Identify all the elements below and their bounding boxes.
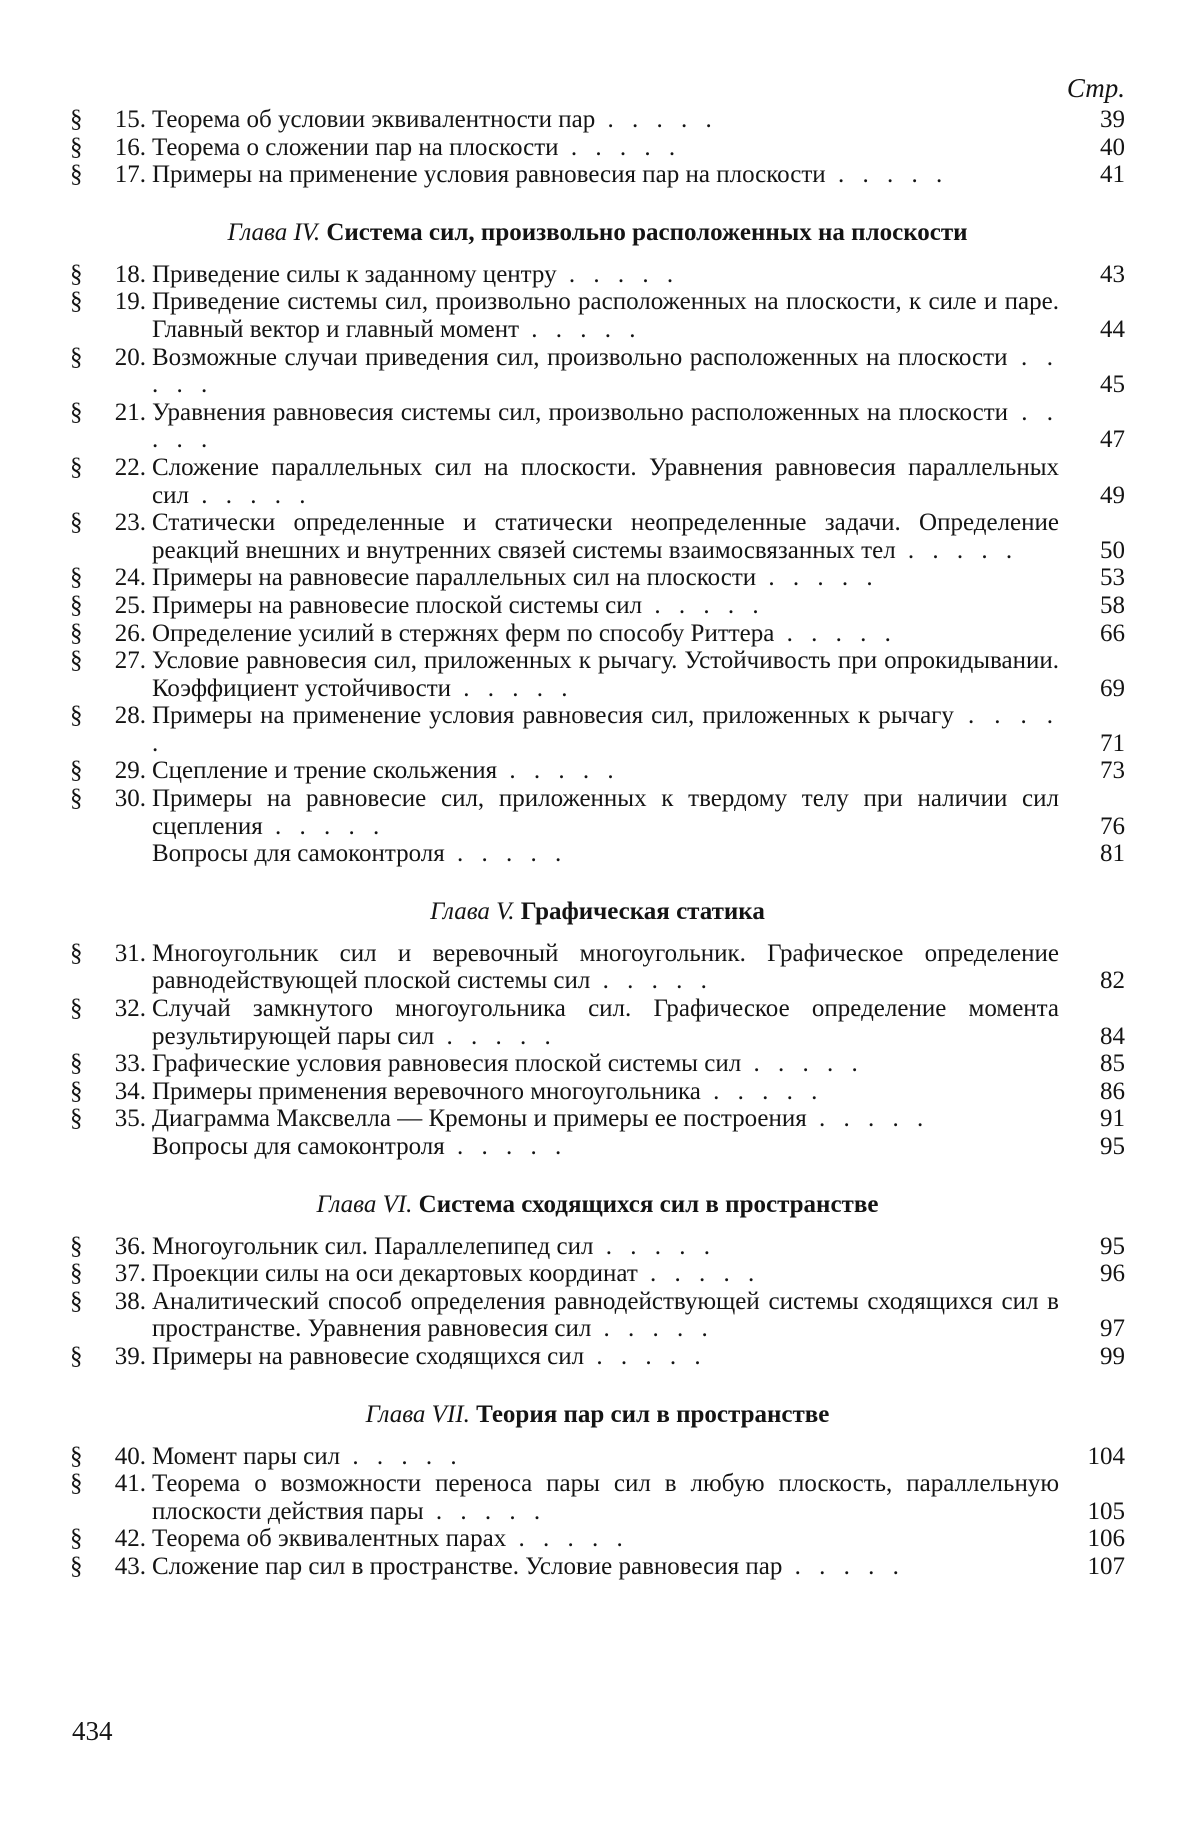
page-number-ref: 107 (1087, 1552, 1125, 1580)
section-sign: § (70, 1232, 83, 1260)
chapter-title: Система сходящихся сил в пространстве (418, 1190, 879, 1218)
entry-title-text: Примеры на равновесие плоской системы сил (152, 591, 643, 619)
entry-title-text: Проекции силы на оси декартовых координат (152, 1260, 638, 1288)
entry-title-text: Момент пары сил (152, 1442, 341, 1470)
section-number: 28. (114, 702, 146, 730)
chapter-label: Глава VI. (316, 1190, 413, 1218)
entry-title (152, 1288, 1059, 1343)
dot-leader: . . . . . (497, 757, 620, 785)
section-sign: § (70, 1470, 83, 1498)
page-number-ref: 53 (1100, 564, 1125, 592)
dot-leader: . . . . . (637, 1260, 761, 1288)
dot-leader: . . . . . (188, 481, 312, 509)
section-number: 22. (114, 453, 146, 481)
section-sign: § (70, 398, 83, 426)
toc-entry[interactable] (70, 757, 1125, 785)
entry-title-text: Сложение пар сил в пространстве. Условие равновесия пар (152, 1552, 783, 1580)
section-number: 17. (114, 161, 146, 189)
section-sign (70, 840, 100, 868)
toc-entry[interactable] (70, 1105, 1125, 1133)
toc-body (70, 106, 1125, 1581)
page-number-ref: 106 (1087, 1525, 1125, 1553)
entry-title (152, 647, 1059, 702)
page-number-ref: 49 (1100, 481, 1125, 509)
entry-title-text: Теорема об условии эквивалентности пар (152, 106, 596, 133)
page-number-ref: 69 (1100, 674, 1125, 702)
entry-title (152, 134, 1059, 162)
section-sign: § (70, 702, 83, 730)
section-number: 32. (114, 995, 146, 1023)
page-number-ref: 97 (1100, 1315, 1125, 1343)
dot-leader: . . . . . (558, 133, 682, 161)
toc-entry[interactable] (70, 1133, 1125, 1161)
chapter-heading (70, 868, 1125, 940)
toc-entry[interactable] (70, 840, 1125, 868)
entry-title (152, 757, 1059, 785)
section-sign: § (70, 133, 83, 161)
entry-title-text: Графические условия равновесия плоской системы сил (152, 1050, 742, 1078)
section-number: 42. (114, 1525, 146, 1553)
entry-title-text: Примеры на равновесие сходящихся сил (152, 1342, 585, 1370)
entry-title (152, 1133, 1059, 1161)
entry-title (152, 1553, 1059, 1581)
chapter-label: Глава V. (430, 897, 515, 925)
dot-leader: . . . . . (506, 1525, 629, 1553)
toc-entry[interactable] (70, 1260, 1125, 1288)
entry-title-text: Сложение параллельных сил на плоскости. Уравнения равновесия параллельных сил (152, 453, 1059, 509)
entry-title (152, 106, 1059, 134)
entry-title-text: Диаграмма Максвелла — Кремоны и примеры ее построения (152, 1105, 807, 1133)
section-number: 34. (114, 1077, 146, 1105)
entry-title-text: Определение усилий в стержнях ферм по способу Риттера (152, 619, 775, 647)
page-number-ref: 99 (1100, 1342, 1125, 1370)
section-number (100, 1133, 152, 1161)
entry-title-text: Теорема о сложении пар на плоскости (152, 133, 559, 161)
table-of-contents (70, 70, 1125, 1581)
section-sign: § (70, 995, 83, 1023)
entry-title-text: Примеры на равновесие сил, приложенных к твердому телу при наличии сил сцепления (152, 785, 1059, 840)
entry-title (152, 161, 1059, 189)
toc-entry[interactable] (70, 509, 1125, 564)
section-sign: § (70, 343, 83, 371)
section-number: 20. (114, 343, 146, 371)
chapter-title: Система сил, произвольно расположенных на плоскости (326, 218, 968, 246)
section-sign: § (70, 564, 83, 592)
dot-leader: . . . . . (556, 260, 680, 288)
entry-title-text: Сцепление и трение скольжения (152, 757, 498, 785)
section-number: 15. (114, 106, 146, 133)
section-sign: § (70, 1525, 83, 1553)
page-number-ref: 95 (1100, 1133, 1125, 1160)
toc-entry[interactable] (70, 344, 1125, 399)
toc-entry[interactable] (70, 1343, 1125, 1371)
section-number: 27. (114, 647, 146, 675)
section-sign: § (70, 1552, 83, 1580)
dot-leader: . . . . . (451, 674, 574, 702)
chapter-label: Глава VII. (365, 1400, 470, 1428)
dot-leader: . . . . . (444, 1133, 568, 1160)
section-sign: § (70, 1105, 83, 1133)
page-number-ref: 39 (1100, 106, 1125, 133)
dot-leader: . . . . . (741, 1050, 864, 1078)
section-sign: § (70, 785, 83, 813)
section-sign: § (70, 1050, 83, 1078)
dot-leader: . . . . . (782, 1552, 905, 1580)
section-sign: § (70, 647, 83, 675)
entry-title (152, 1233, 1059, 1261)
section-number: 23. (114, 509, 146, 537)
toc-entry[interactable] (70, 261, 1125, 289)
toc-entry[interactable] (70, 106, 1125, 134)
section-number: 31. (114, 939, 146, 967)
section-sign: § (70, 1260, 83, 1288)
dot-leader: . . . . . (152, 343, 1059, 399)
section-sign: § (70, 591, 83, 619)
chapter-heading (70, 1161, 1125, 1233)
section-number (100, 840, 152, 868)
page-number-ref: 104 (1087, 1442, 1125, 1470)
section-sign: § (70, 453, 83, 481)
toc-entry[interactable] (70, 785, 1125, 840)
toc-entry[interactable] (70, 940, 1125, 995)
entry-title-text: Случай замкнутого многоугольника сил. Графическое определение момента результирующей пары сил (152, 995, 1059, 1050)
section-number: 43. (114, 1552, 146, 1580)
entry-title-text: Аналитический способ определения равнодействующей системы сходящихся сил в пространстве. Уравнения равновесия сил (152, 1287, 1059, 1343)
section-number: 41. (114, 1470, 146, 1498)
dot-leader: . . . . . (590, 967, 713, 995)
page-number-ref: 82 (1100, 967, 1125, 995)
dot-leader: . . . . . (825, 161, 949, 189)
section-number: 37. (114, 1260, 146, 1288)
entry-title-text: Теорема о возможности переноса пары сил в любую плоскость, параллельную плоскости действия пары (152, 1470, 1059, 1525)
toc-entry[interactable] (70, 995, 1125, 1050)
section-number: 35. (114, 1105, 146, 1133)
chapter-label: Глава IV. (227, 218, 321, 246)
entry-title (152, 1078, 1059, 1106)
page-number-ref: 76 (1100, 812, 1125, 840)
dot-leader: . . . . . (806, 1105, 930, 1133)
entry-title-text: Статически определенные и статически неопределенные задачи. Определение реакций внешних и внутренних связей системы взаимосвязанных тел (152, 509, 1059, 564)
page-column-label: Стр. (1066, 73, 1125, 103)
dot-leader: . . . . . (774, 619, 897, 647)
section-number: 19. (114, 288, 146, 316)
dot-leader: . . . . . (642, 591, 765, 619)
section-number: 39. (114, 1342, 146, 1370)
entry-title-text: Примеры применения веревочного многоугольника (152, 1077, 701, 1105)
section-number: 38. (114, 1287, 146, 1315)
entry-title (152, 1343, 1059, 1371)
entry-title-text: Многоугольник сил и веревочный многоугольник. Графическое определение равнодействующей плоской системы сил (152, 939, 1059, 995)
toc-entry[interactable] (70, 161, 1125, 189)
toc-entry[interactable] (70, 288, 1125, 343)
entry-title (152, 1105, 1059, 1133)
page-number-ref: 73 (1100, 757, 1125, 785)
dot-leader: . . . . . (262, 812, 386, 840)
section-sign: § (70, 288, 83, 316)
page-number-ref: 105 (1087, 1497, 1125, 1525)
entry-title-text: Приведение системы сил, произвольно расположенных на плоскости, к силе и паре. Главный вектор и главный момент (152, 288, 1059, 343)
toc-entry[interactable] (70, 564, 1125, 592)
dot-leader: . . . . . (756, 564, 879, 592)
entry-title (152, 702, 1059, 757)
toc-entry[interactable] (70, 1443, 1125, 1471)
entry-title-text: Приведение силы к заданному центру (152, 260, 557, 288)
dot-leader: . . . . . (700, 1077, 824, 1105)
page-number-ref: 50 (1100, 536, 1125, 564)
section-number: 29. (114, 757, 146, 785)
dot-leader: . . . . . (152, 398, 1060, 454)
section-sign: § (70, 106, 83, 133)
entry-title-text: Примеры на применение условия равновесия пар на плоскости (152, 161, 826, 189)
chapter-heading (70, 1371, 1125, 1443)
entry-title-text: Примеры на применение условия равновесия сил, приложенных к рычагу (152, 702, 954, 730)
dot-leader: . . . . . (444, 840, 568, 868)
section-number: 16. (114, 133, 146, 161)
dot-leader: . . . . . (595, 106, 718, 133)
entry-title (152, 1525, 1059, 1553)
dot-leader: . . . . . (340, 1442, 463, 1470)
toc-entry[interactable] (70, 620, 1125, 648)
page-number-ref: 66 (1100, 619, 1125, 647)
dot-leader: . . . . . (591, 1315, 714, 1343)
page-number-ref: 45 (1100, 371, 1125, 399)
page-number: 434 (72, 1716, 113, 1746)
page-number-ref: 81 (1100, 840, 1125, 868)
page-number-ref: 58 (1100, 591, 1125, 619)
entry-title-text: Многоугольник сил. Параллелепипед сил (152, 1232, 594, 1260)
page-number-ref: 47 (1100, 426, 1125, 454)
toc-entry[interactable] (70, 592, 1125, 620)
page-number-ref: 40 (1100, 133, 1125, 161)
entry-title-text: Уравнения равновесия системы сил, произвольно расположенных на плоскости (152, 398, 1009, 426)
entry-title (152, 592, 1059, 620)
dot-leader: . . . . . (584, 1342, 707, 1370)
page-number-ref: 96 (1100, 1260, 1125, 1288)
toc-entry[interactable] (70, 1553, 1125, 1581)
section-sign: § (70, 619, 83, 647)
page-number-ref: 85 (1100, 1050, 1125, 1078)
toc-entry[interactable] (70, 399, 1125, 454)
section-sign: § (70, 161, 83, 189)
section-sign: § (70, 1287, 83, 1315)
entry-title-text: Вопросы для самоконтроля (152, 840, 445, 868)
section-sign: § (70, 939, 83, 967)
chapter-title: Теория пар сил в пространстве (476, 1400, 830, 1428)
entry-title (152, 1050, 1059, 1078)
toc-entry[interactable] (70, 702, 1125, 757)
entry-title-text: Теорема об эквивалентных парах (152, 1525, 507, 1553)
entry-title (152, 288, 1059, 343)
page-number-ref: 91 (1100, 1105, 1125, 1133)
page-number-ref: 84 (1100, 1022, 1125, 1050)
chapter-title: Графическая статика (520, 897, 765, 925)
section-number: 30. (114, 785, 146, 813)
toc-entry[interactable] (70, 647, 1125, 702)
section-number: 25. (114, 591, 146, 619)
dot-leader: . . . . . (423, 1497, 547, 1525)
toc-entry[interactable] (70, 1470, 1125, 1525)
entry-title-text: Примеры на равновесие параллельных сил на плоскости (152, 564, 757, 592)
entry-title (152, 785, 1059, 840)
dot-leader: . . . . . (152, 702, 1060, 757)
page-number-ref: 95 (1100, 1232, 1125, 1260)
entry-title (152, 620, 1059, 648)
entry-title (152, 261, 1059, 289)
section-number: 18. (114, 260, 146, 288)
toc-entry[interactable] (70, 1525, 1125, 1553)
toc-entry[interactable] (70, 1078, 1125, 1106)
page-number-ref: 43 (1100, 260, 1125, 288)
entry-title (152, 995, 1059, 1050)
section-sign: § (70, 260, 83, 288)
section-number: 24. (114, 564, 146, 592)
dot-leader: . . . . . (434, 1022, 557, 1050)
dot-leader: . . . . . (519, 315, 642, 343)
toc-entry[interactable] (70, 1233, 1125, 1261)
section-number: 26. (114, 619, 146, 647)
section-number: 21. (114, 398, 146, 426)
section-number: 36. (114, 1232, 146, 1260)
toc-entry[interactable] (70, 134, 1125, 162)
entry-title (152, 564, 1059, 592)
entry-title (152, 509, 1059, 564)
entry-title (152, 344, 1059, 399)
entry-title (152, 940, 1059, 995)
section-number: 40. (114, 1442, 146, 1470)
entry-title (152, 1470, 1059, 1525)
page-number-ref: 71 (1100, 729, 1125, 757)
section-sign: § (70, 1442, 83, 1470)
page-number-ref: 44 (1100, 315, 1125, 343)
toc-entry[interactable] (70, 1288, 1125, 1343)
section-sign: § (70, 1342, 83, 1370)
toc-entry[interactable] (70, 1050, 1125, 1078)
section-sign: § (70, 757, 83, 785)
entry-title-text: Вопросы для самоконтроля (152, 1133, 445, 1160)
chapter-heading (70, 189, 1125, 261)
section-sign: § (70, 1077, 83, 1105)
entry-title (152, 399, 1059, 454)
dot-leader: . . . . . (593, 1232, 716, 1260)
section-sign (70, 1133, 100, 1161)
entry-title-text: Возможные случаи приведения сил, произвольно расположенных на плоскости (152, 343, 1008, 371)
page-number-ref: 86 (1100, 1077, 1125, 1105)
entry-title (152, 1443, 1059, 1471)
page-number-ref: 41 (1100, 161, 1125, 189)
entry-title-text: Условие равновесия сил, приложенных к рычагу. Устойчивость при опрокидывании. Коэффициент устойчивости (152, 647, 1059, 702)
section-sign: § (70, 509, 83, 537)
section-number: 33. (114, 1050, 146, 1078)
entry-title (152, 1260, 1059, 1288)
toc-entry[interactable] (70, 454, 1125, 509)
entry-title (152, 840, 1059, 868)
dot-leader: . . . . . (895, 536, 1019, 564)
entry-title (152, 454, 1059, 509)
